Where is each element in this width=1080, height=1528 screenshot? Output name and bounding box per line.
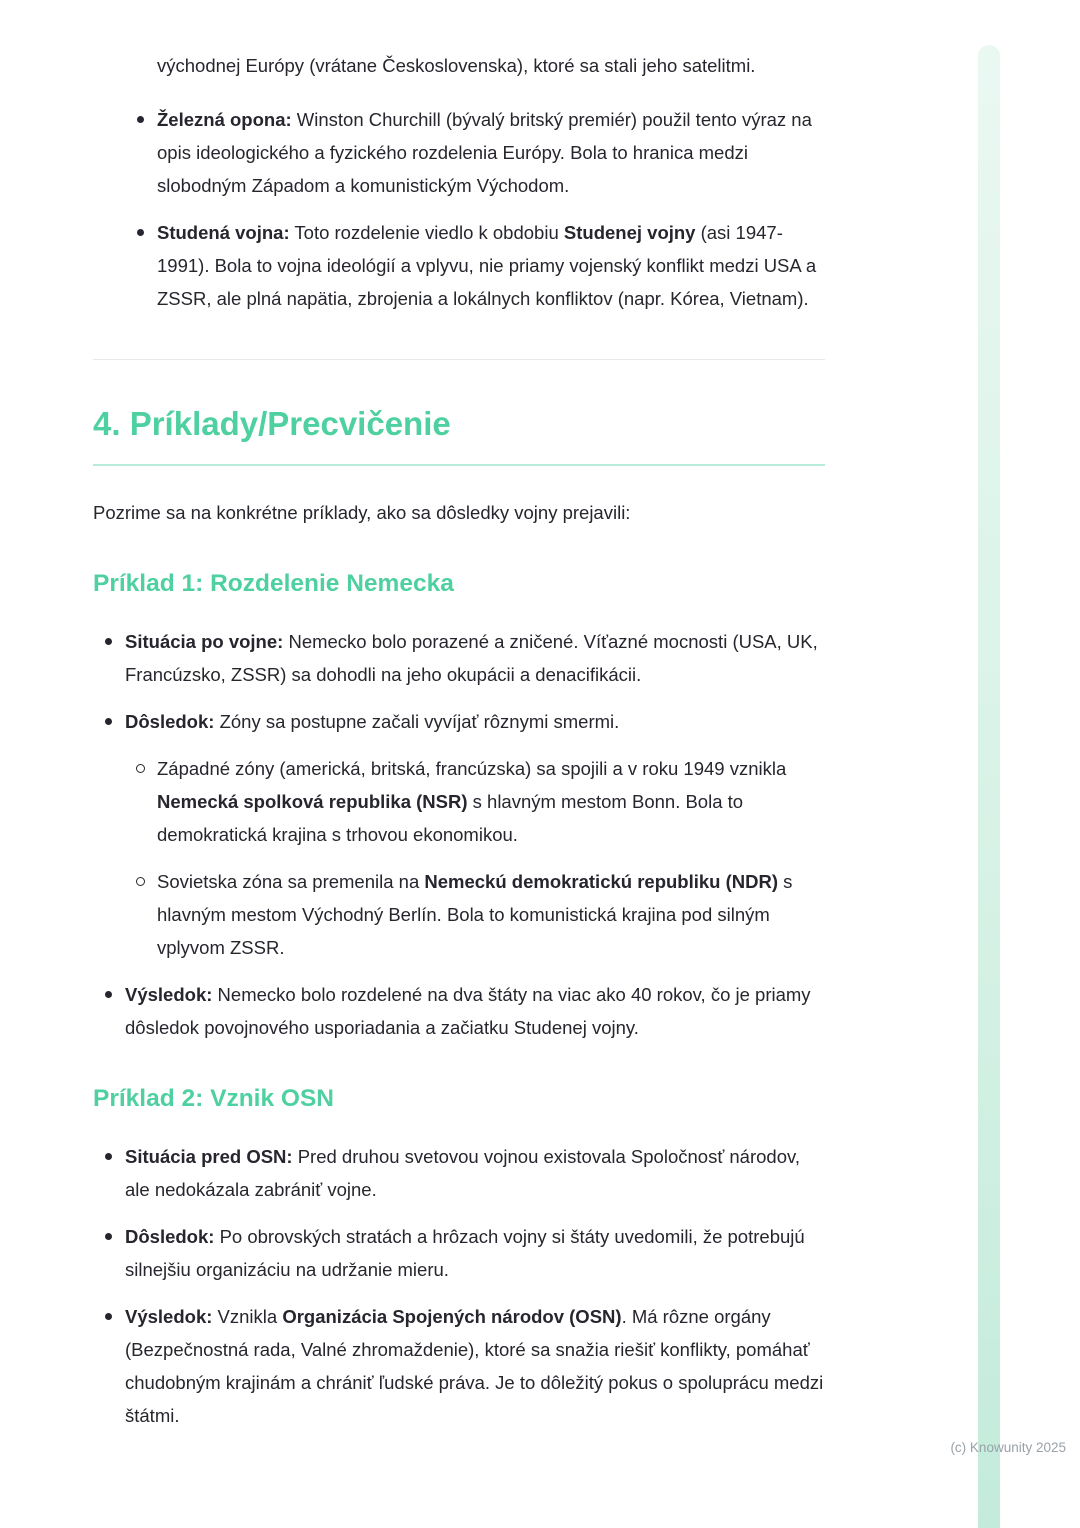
bullet-icon — [105, 638, 112, 645]
list-item — [93, 1220, 825, 1286]
list-item — [93, 978, 825, 1044]
list-item — [125, 752, 825, 851]
bullet-icon — [105, 1233, 112, 1240]
list-item-text: Dôsledok: Zóny sa postupne začali vyvíjať rôznymi smermi. — [125, 711, 620, 732]
example1-heading: Príklad 1: Rozdelenie Nemecka — [93, 570, 454, 597]
section-lead-paragraph: Pozrime sa na konkrétne príklady, ako sa dôsledky vojny prejavili: — [93, 502, 631, 523]
intro-bullet-list — [93, 103, 825, 315]
list-item — [93, 1140, 825, 1206]
list-item — [93, 103, 825, 202]
bullet-icon — [105, 1153, 112, 1160]
list-item — [93, 216, 825, 315]
example2-list — [93, 1140, 825, 1432]
list-item-text: Výsledok: Vznikla Organizácia Spojených národov (OSN). Má rôzne orgány (Bezpečnostná rada, Valné zhromaždenie), ktoré sa snažia riešiť konflikty, pomáhať chudobným krajinám a chrániť ľudské práva. Je to dôležitý pokus o spoluprácu medzi štátmi. — [125, 1306, 824, 1426]
list-item — [93, 705, 825, 964]
list-item-text: Sovietska zóna sa premenila na Nemeckú demokratickú republiku (NDR) s hlavným mestom Východný Berlín. Bola to komunistická krajina pod silným vplyvom ZSSR. — [157, 871, 793, 958]
circle-bullet-icon — [136, 764, 145, 773]
example2-heading: Príklad 2: Vznik OSN — [93, 1085, 334, 1112]
bullet-icon — [137, 229, 144, 236]
list-item — [93, 625, 825, 691]
section-divider — [93, 359, 825, 360]
bullet-icon — [105, 1313, 112, 1320]
list-item-text: Dôsledok: Po obrovských stratách a hrôzach vojny si štáty uvedomili, že potrebujú silnejšiu organizáciu na udržanie mieru. — [125, 1226, 805, 1280]
section-title: 4. Príklady/Precvičenie — [93, 404, 825, 466]
circle-bullet-icon — [136, 877, 145, 886]
copyright-footer: (c) Knowunity 2025 — [950, 1440, 1066, 1455]
bullet-icon — [137, 116, 144, 123]
list-item — [125, 865, 825, 964]
page-edge-accent-bar — [978, 45, 1000, 1528]
bullet-icon — [105, 991, 112, 998]
list-item-text: Výsledok: Nemecko bolo rozdelené na dva štáty na viac ako 40 rokov, čo je priamy dôsledok povojnového usporiadania a začiatku Studenej vojny. — [125, 984, 811, 1038]
list-item-text: Studená vojna: Toto rozdelenie viedlo k obdobiu Studenej vojny (asi 1947-1991). Bola to vojna ideológií a vplyvu, nie priamy vojenský konflikt medzi USA a ZSSR, ale plná napätia, zbrojenia a lokálnych konfliktov (napr. Kórea, Vietnam). — [157, 222, 817, 309]
list-item-text: Západné zóny (americká, britská, francúzska) sa spojili a v roku 1949 vznikla Nemecká spolková republika (NSR) s hlavným mestom Bonn. Bola to demokratická krajina s trhovou ekonomikou. — [157, 758, 787, 845]
continuation-paragraph: východnej Európy (vrátane Československa), ktoré sa stali jeho satelitmi. — [157, 55, 756, 76]
list-item-text: Situácia po vojne: Nemecko bolo porazené a zničené. Víťazné mocnosti (USA, UK, Francúzsko, ZSSR) sa dohodli na jeho okupácii a denacifikácii. — [125, 631, 818, 685]
list-item-text: Železná opona: Winston Churchill (bývalý britský premiér) použil tento výraz na opis ideologického a fyzického rozdelenia Európy. Bola to hranica medzi slobodným Západom a komunistickým Východom. — [157, 109, 812, 196]
list-item-text: Situácia pred OSN: Pred druhou svetovou vojnou existovala Spoločnosť národov, ale nedokázala zabrániť vojne. — [125, 1146, 801, 1200]
document-content — [93, 0, 825, 1432]
list-item — [93, 1300, 825, 1432]
example1-list — [93, 625, 825, 1044]
bullet-icon — [105, 718, 112, 725]
sub-bullet-list — [125, 752, 825, 964]
